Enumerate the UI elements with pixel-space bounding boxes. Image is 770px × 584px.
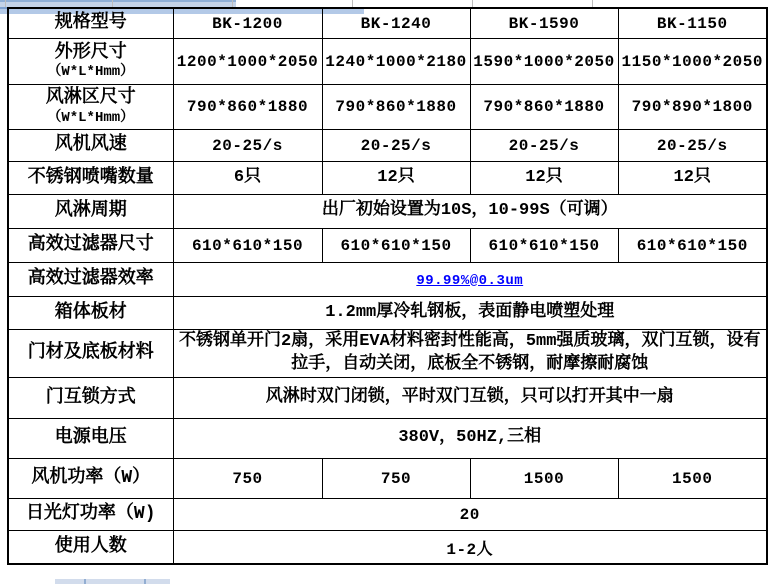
span-value-cell: 1-2人: [173, 531, 767, 565]
row-label: 门互锁方式: [8, 378, 173, 419]
value-cell: 1200*1000*2050: [173, 39, 322, 85]
top-border-remnant: [5, 0, 6, 7]
filter-efficiency-link[interactable]: 99.99%@0.3um: [416, 272, 524, 289]
span-value-cell: 1.2mm厚冷轧钢板，表面静电喷塑处理: [173, 297, 767, 330]
value-cell: 12只: [618, 162, 767, 195]
value-cell: 610*610*150: [322, 229, 470, 263]
value-cell: 610*610*150: [470, 229, 618, 263]
row-label: 风淋周期: [8, 195, 173, 229]
value-cell: 1240*1000*2180: [322, 39, 470, 85]
value-cell: 6只: [173, 162, 322, 195]
value-cell: 790*860*1880: [470, 85, 618, 130]
row-label: 不锈钢喷嘴数量: [8, 162, 173, 195]
value-cell: 20-25/s: [470, 130, 618, 162]
row-label: 风机功率（W）: [8, 459, 173, 499]
row-power-supply: [8, 419, 767, 459]
row-label: 门材及底板材料: [8, 330, 173, 378]
partial-row-below: [0, 0, 236, 7]
row-label: [8, 85, 173, 130]
row-capacity: [8, 531, 767, 565]
row-fan-speed: [8, 130, 767, 162]
row-hepa-filter-efficiency: [8, 263, 767, 297]
row-door-interlock: [8, 378, 767, 419]
row-cabinet-material: [8, 297, 767, 330]
span-value-cell: [173, 263, 767, 297]
value-cell: 12只: [322, 162, 470, 195]
partial-row-divider: [84, 579, 86, 584]
row-label: 高效过滤器效率: [8, 263, 173, 297]
value-cell: 610*610*150: [173, 229, 322, 263]
row-model: [8, 8, 767, 39]
value-cell: 12只: [470, 162, 618, 195]
row-label: 日光灯功率（W): [8, 499, 173, 531]
value-cell: 20-25/s: [173, 130, 322, 162]
row-shower-cycle: [8, 195, 767, 229]
row-label: 风机风速: [8, 130, 173, 162]
row-label-line2: （W*L*Hmm）: [47, 64, 135, 81]
span-value-cell: 出厂初始设置为10S，10-99S（可调）: [173, 195, 767, 229]
row-air-shower-area: [8, 85, 767, 130]
row-label: [8, 39, 173, 85]
row-label: 高效过滤器尺寸: [8, 229, 173, 263]
row-label-line1: 风淋区尺寸: [45, 88, 136, 109]
partial-row-below: [55, 579, 170, 584]
value-cell: 1500: [618, 459, 767, 499]
span-value-cell: 20: [173, 499, 767, 531]
value-cell: 1590*1000*2050: [470, 39, 618, 85]
row-fan-power: [8, 459, 767, 499]
span-value-cell: 380V，50HZ,三相: [173, 419, 767, 459]
model-cell: BK-1150: [618, 8, 767, 39]
row-label-line1: 外形尺寸: [54, 42, 127, 63]
row-label: 箱体板材: [8, 297, 173, 330]
model-cell: BK-1590: [470, 8, 618, 39]
value-cell: 750: [322, 459, 470, 499]
value-cell: 790*890*1800: [618, 85, 767, 130]
spec-table: [7, 7, 768, 565]
value-cell: 790*860*1880: [322, 85, 470, 130]
top-border-remnant: [352, 0, 353, 7]
row-label-line2: （W*L*Hmm）: [47, 109, 135, 126]
span-value-cell: 不锈钢单开门2扇，采用EVA材料密封性能高，5mm强质玻璃，双门互锁，设有拉手，自动关闭，底板全不锈钢，耐摩擦耐腐蚀: [173, 330, 767, 378]
value-cell: 1150*1000*2050: [618, 39, 767, 85]
row-light-power: [8, 499, 767, 531]
partial-row-divider: [144, 579, 146, 584]
value-cell: 790*860*1880: [173, 85, 322, 130]
top-border-remnant: [232, 0, 233, 7]
row-outer-dimensions: [8, 39, 767, 85]
row-nozzle-count: [8, 162, 767, 195]
top-border-remnant: [592, 0, 593, 7]
top-border-remnant: [112, 0, 113, 7]
value-cell: 750: [173, 459, 322, 499]
row-label: 规格型号: [8, 8, 173, 39]
span-value-cell: 风淋时双门闭锁，平时双门互锁，只可以打开其中一扇: [173, 378, 767, 419]
value-cell: 20-25/s: [322, 130, 470, 162]
value-cell: 20-25/s: [618, 130, 767, 162]
top-border-remnant: [472, 0, 473, 7]
value-cell: 1500: [470, 459, 618, 499]
row-label: 电源电压: [8, 419, 173, 459]
row-label: 使用人数: [8, 531, 173, 565]
row-hepa-filter-size: [8, 229, 767, 263]
value-cell: 610*610*150: [618, 229, 767, 263]
model-cell: BK-1200: [173, 8, 322, 39]
model-cell: BK-1240: [322, 8, 470, 39]
row-door-material: [8, 330, 767, 378]
